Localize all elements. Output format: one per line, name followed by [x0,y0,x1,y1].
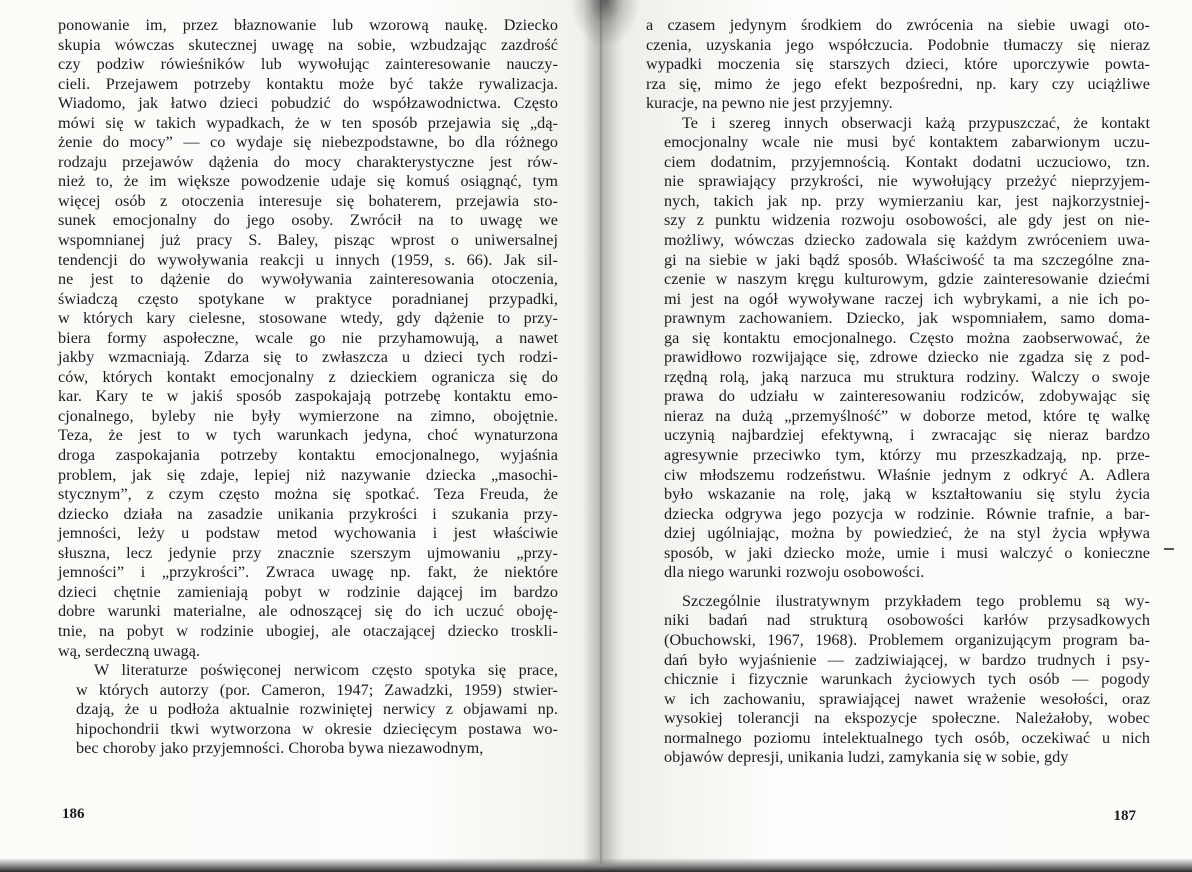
paragraph [58,16,558,661]
text-line: gi na siebie w jaki bądź sposób. Właściwość ta ma szczególne zna- [664,250,1150,269]
text-line: w których kary cielesne, stosowane wtedy, gdy dążenie to przy- [58,309,558,328]
text-line: ne jest to dążenie do wywoływania zainteresowania otoczenia, [58,270,558,289]
text-line: uczynią najbardziej efektywną, i zwracając się nieraz bardzo [664,426,1150,445]
text-line: dla niego warunki rozwoju osobowości. [664,563,925,582]
right-page-text [646,16,1150,768]
text-line: agresywnie przeciwko tym, którzy mu przeszkadzają, np. prze- [664,446,1150,465]
text-line: jakby wzmacniają. Zdarza się to zwłaszcza u dzieci tych rodzi- [58,348,558,367]
text-line: nie sprawiający przykrości, nie wywołujący przeżyć nieprzyjem- [664,172,1150,191]
text-line: Teza, że jest to w tych warunkach jedyna, choć wynaturzona [58,426,558,445]
text-line: niki badań nad strukturą osobowości karłów przysadkowych [664,611,1150,630]
text-line: dzają, że u podłoża aktualnie rozwiniętej nerwicy z objawami np. [76,700,558,719]
text-line: żenie do mocy” — co wydaje się niebezpodstawne, bo dla różnego [58,133,558,152]
text-line: czenia, uzyskania jego współczucia. Podobnie tłumaczy się nieraz [646,35,1150,54]
text-line: prawnym zachowaniem. Dziecko, jak wspomniałem, samo doma- [664,309,1150,328]
text-line: dziecka odgrywa jego pozycja w rodzinie. Równie trafnie, a bar- [664,504,1150,523]
text-line: dań było wyjaśnienie — zadziwiającej, w bardzo trudnych i psy- [664,650,1150,669]
text-line: wysokiej tolerancji na ekspozycje społeczne. Należałoby, wobec [664,709,1150,728]
left-page-text [58,16,558,759]
text-line: więcej osób z otoczenia interesuje się bohaterem, przejawia sto- [58,191,558,210]
paragraph [58,661,558,759]
text-line: rza się, mimo że jego efekt bezpośredni, np. kary czy uciążliwe [646,74,1150,93]
text-line: prawa do udziału w zainteresowaniu rodziców, zdobywając się [664,387,1150,406]
text-line: biera formy aspołeczne, wcale go nie przyhamowują, a nawet [58,328,558,347]
text-line: rzędną rolą, jaką narzuca mu struktura rodziny. Walczy o swoje [664,367,1150,386]
text-line: szy z punktu widzenia rozwoju osobowości, ale gdy jest on nie- [664,211,1150,230]
text-line: skupia wówczas skutecznej uwagę na sobie, wzbudzając zazdrość [58,35,558,54]
text-line: sposób, w jaki dziecko może, umie i musi walczyć o konieczne [664,543,1150,562]
text-line: nieraz na dużą „przemyślność” w doborze metod, które tę walkę [664,406,1150,425]
page-bottom-edge [0,858,1192,872]
text-line: nych, takich jak np. przy wymierzaniu kar, jest najkorzystniej- [664,191,1150,210]
text-line: droga zaspokajania potrzeby kontaktu emocjonalnego, wyjaśnia [58,446,558,465]
text-line: dziej ugólniając, można by powiedzieć, że na styl życia wpływa [664,524,1150,543]
text-line: było wskazanie na rolę, jaką w kształtowaniu się stylu życia [664,485,1150,504]
margin-mark [1164,548,1174,550]
text-line: problem, jak się zdaje, lepiej niż nazywanie dziecka „masochi- [58,465,558,484]
text-line: możliwy, wówczas dziecko zadowala się każdym zwróceniem uwa- [664,231,1150,250]
page-number-left: 186 [62,806,85,822]
text-line: Te i szereg innych obserwacji każą przypuszczać, że kontakt [682,113,1150,132]
text-line: hipochondrii tkwi wytworzona w okresie dziecięcym postawa wo- [76,719,558,738]
text-line: ciw młodszemu rodzeństwu. Właśnie jednym z odkryć A. Adlera [664,465,1150,484]
text-line: normalnego poziomu intelektualnego tych osób, oczekiwać u nich [664,728,1150,747]
text-line: dzieci chętnie zamieniają pobyt w rodzinie dającej im bardzo [58,582,558,601]
text-line: cieli. Przejawem potrzeby kontaktu może być także rywalizacja. [58,74,558,93]
paragraph [646,16,1150,114]
text-line: Wiadomo, jak łatwo dzieci pobudzić do współzawodnictwa. Często [58,94,558,113]
text-line: (Obuchowski, 1967, 1968). Problemem organizującym program ba- [664,630,1150,649]
text-line: sunek emocjonalny do jego osoby. Zwrócił na to uwagę we [58,211,558,230]
text-line: czenie w naszym kręgu kulturowym, gdzie zainteresowanie dziećmi [664,270,1150,289]
text-line: czy podziw rówieśników lub wywołując zainteresowanie nauczy- [58,55,558,74]
text-line: w ich zachowaniu, sprawiającej nawet wrażenie wesołości, oraz [664,689,1150,708]
text-line: nież to, że im większe powodzenie udaje się komuś osiągnąć, tym [58,172,558,191]
text-line: mi jest na ogół wywoływane raczej ich wybrykami, a nie ich po- [664,289,1150,308]
text-line: objawów depresji, unikania ludzi, zamykania się w sobie, gdy [664,748,1069,767]
text-line: tendencji do wywoływania reakcji u innych (1959, s. 66). Jak sil- [58,250,558,269]
text-line: dziecko działa na zasadzie unikania przykrości i szukania przy- [58,504,558,523]
right-page [600,0,1192,872]
text-line: W literaturze poświęconej nerwicom często spotyka się prace, [94,661,558,680]
text-line: ciem dodatnim, przyjemnością. Kontakt dodatni uczuciowo, tzn. [664,152,1150,171]
text-line: jemności” i „przykrości”. Zwraca uwagę np. fakt, że niektóre [58,563,558,582]
gutter-shadow [570,0,640,48]
page-number-right: 187 [1113,808,1136,824]
text-line: tnie, na pobyt w rodzinie ubogiej, ale otaczającej dziecko troskli- [58,621,558,640]
text-line: cjonalnego, byleby nie były wymierzone na zimno, obojętnie. [58,406,558,425]
text-line: ga się kontaktu emocjonalnego. Często można zaobserwować, że [664,328,1150,347]
text-line: ponowanie im, przez błaznowanie lub wzorową naukę. Dziecko [58,16,558,34]
text-line: wspomnianej już pracy S. Baley, pisząc wprost o uniwersalnej [58,231,558,250]
text-line: słuszna, lecz jedynie przy znacznie szerszym ujmowaniu „przy- [58,543,558,562]
paragraph [646,114,1150,583]
text-line: wą, serdeczną uwagą. [58,641,201,660]
text-line: dobre warunki materialne, ale odnoszącej się do ich uczuć oboję- [58,602,558,621]
text-line: świadczą często spotykane w praktyce poradnianej przypadki, [58,289,558,308]
text-line: jemności, leży u podstaw metod wychowania i jest właściwie [58,524,558,543]
text-line: kuracje, na pewno nie jest przyjemny. [646,94,893,113]
text-line: w których autorzy (por. Cameron, 1947; Zawadzki, 1959) stwier- [76,680,558,699]
text-line: kar. Kary te w jakiś sposób zaspokajają potrzebę kontaktu emo- [58,387,558,406]
text-line: stycznym”, z czym często można się spotkać. Teza Freuda, że [58,485,558,504]
book-gutter [584,0,618,872]
paragraph [646,592,1150,768]
text-line: prawidłowo rozwijające się, zdrowe dziecko nie zgadza się z pod- [664,348,1150,367]
text-line: bec choroby jako przyjemności. Choroba bywa niezawodnym, [76,739,484,758]
text-line: mówi się w takich wypadkach, że w ten sposób przejawia się „dą- [58,113,558,132]
text-line: wypadki moczenia się starszych dzieci, które uporczywie powta- [646,55,1150,74]
text-line: Szczególnie ilustratywnym przykładem tego problemu są wy- [682,591,1150,610]
text-line: rodzaju przejawów dążenia do mocy charakterystyczne jest rów- [58,152,558,171]
text-line: ców, których kontakt emocjonalny z dzieckiem ogranicza się do [58,367,558,386]
text-line: a czasem jedynym środkiem do zwrócenia na siebie uwagi oto- [646,16,1150,34]
text-line: chicznie i fizycznie warunkach życiowych tych osób — pogody [664,670,1150,689]
text-line: emocjonalny wcale nie musi być kontaktem zabarwionym uczu- [664,133,1150,152]
